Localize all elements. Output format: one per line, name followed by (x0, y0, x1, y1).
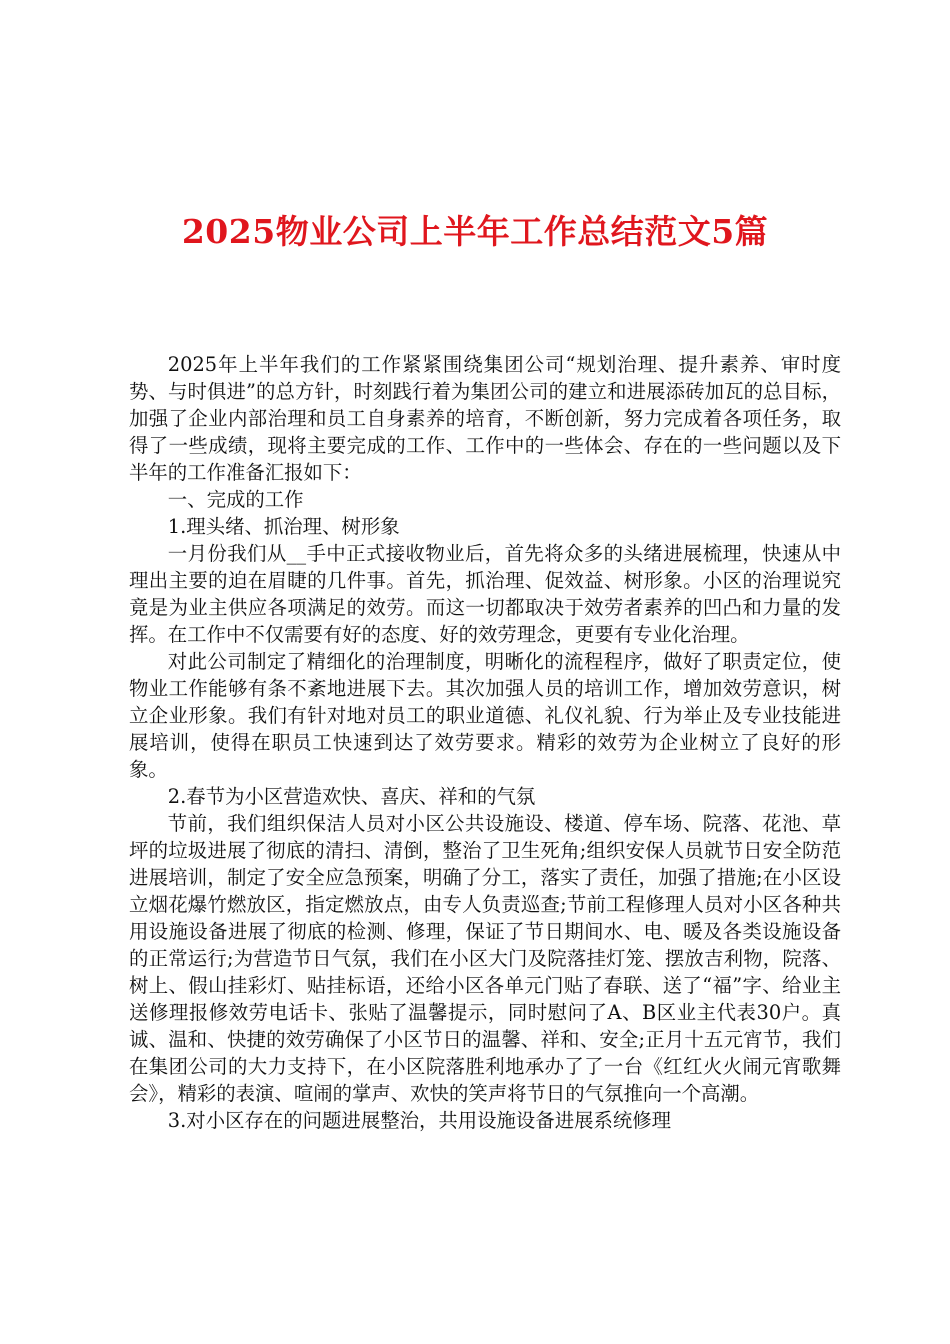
section-heading-completed-work: 一、完成的工作 (167, 488, 304, 511)
paragraph-takeover: 一月份我们从__手中正式接收物业后，首先将众多的头绪进展梳理，快速从中理出主要的迫在眉睫的几件事。首先，抓治理、促效益、树形象。小区的治理说究竟是为业主供应各项满足的效劳。而这一切都取决于效劳者素养的凹凸和力量的发挥。在工作中不仅需要有好的态度、好的效劳理念，更要有专业化治理。 (129, 542, 841, 646)
subheading-2: 2.春节为小区营造欢快、喜庆、祥和的气氛 (167, 785, 536, 808)
subheading-3: 3.对小区存在的问题进展整治，共用设施设备进展系统修理 (167, 1109, 672, 1132)
paragraph-management-system: 对此公司制定了精细化的治理制度，明晰化的流程程序，做好了职责定位，使物业工作能够有条不紊地进展下去。其次加强人员的培训工作，增加效劳意识，树立企业形象。我们有针对地对员工的职业道德、礼仪礼貌、行为举止及专业技能进展培训，使得在职员工快速到达了效劳要求。精彩的效劳为企业树立了良好的形象。 (129, 650, 841, 781)
document-title: 2025物业公司上半年工作总结范文5篇 (181, 212, 769, 251)
subheading-1: 1.理头绪、抓治理、树形象 (167, 515, 400, 538)
paragraph-intro: 2025年上半年我们的工作紧紧围绕集团公司“规划治理、提升素养、审时度势、与时俱进”的总方针，时刻践行着为集团公司的建立和进展添砖加瓦的总目标，加强了企业内部治理和员工自身素养的培育，不断创新，努力完成着各项任务，取得了一些成绩，现将主要完成的工作、工作中的一些体会、存在的一些问题以及下半年的工作准备汇报如下： (129, 353, 841, 484)
paragraph-spring-festival: 节前，我们组织保洁人员对小区公共设施设、楼道、停车场、院落、花池、草坪的垃圾进展了彻底的清扫、清倒，整治了卫生死角;组织安保人员就节日安全防范进展培训，制定了安全应急预案，明确了分工，落实了责任，加强了措施;在小区设立烟花爆竹燃放区，指定燃放点，由专人负责巡查;节前工程修理人员对小区各种共用设施设备进展了彻底的检测、修理，保证了节日期间水、电、暖及各类设施设备的正常运行;为营造节日气氛，我们在小区大门及院落挂灯笼、摆放吉利物，院落、树上、假山挂彩灯、贴挂标语，还给小区各单元门贴了春联、送了“福”字、给业主送修理报修效劳电话卡、张贴了温馨提示，同时慰问了A、B区业主代表30户。真诚、温和、快捷的效劳确保了小区节日的温馨、祥和、安全;正月十五元宵节，我们在集团公司的大力支持下，在小区院落胜利地承办了了一台《红红火火闹元宵歌舞会》，精彩的表演、喧闹的掌声、欢快的笑声将节日的气氛推向一个高潮。 (129, 812, 841, 1105)
document-body (129, 351, 841, 1134)
